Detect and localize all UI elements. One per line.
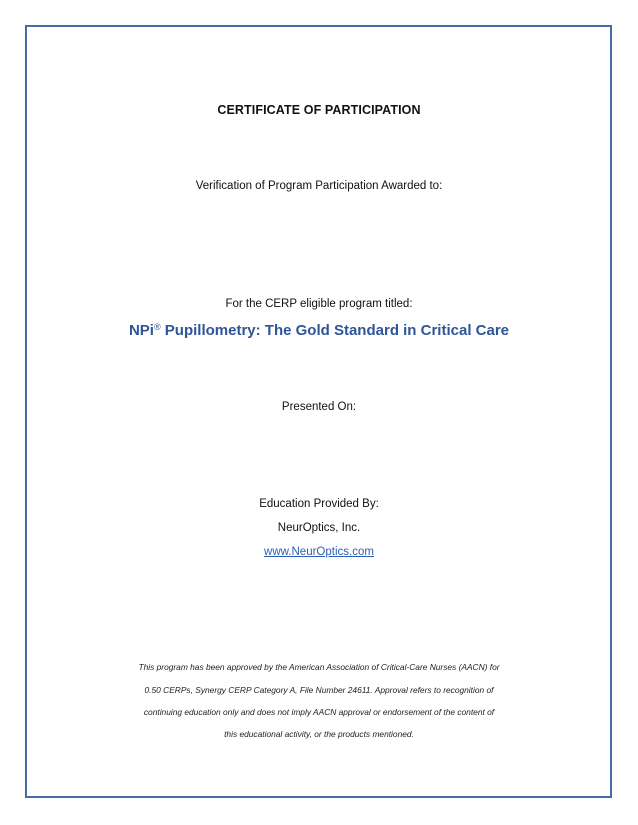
program-title-rest: Pupillometry: The Gold Standard in Critical Care: [160, 322, 510, 339]
provider-label: Education Provided By:: [259, 498, 379, 510]
provider-website-link[interactable]: www.NeurOptics.com: [264, 546, 374, 558]
registered-mark: ®: [153, 322, 161, 332]
disclaimer-line: continuing education only and does not imply AACN approval or endorsement of the content of: [143, 707, 495, 717]
provider-name: NeurOptics, Inc.: [277, 522, 361, 534]
disclaimer-line: This program has been approved by the American Association of Critical-Care Nurses (AACN) for: [138, 662, 500, 672]
program-title-prefix: NPi: [128, 322, 154, 339]
program-title: [0, 322, 638, 339]
presented-on-label: Presented On:: [281, 401, 357, 413]
disclaimer-line: 0.50 CERPs, Synergy CERP Category A, File Number 24611. Approval refers to recognition of: [144, 685, 494, 695]
awarded-to-label: Verification of Program Participation Awarded to:: [195, 180, 443, 192]
disclaimer-line: this educational activity, or the products mentioned.: [224, 729, 414, 739]
certificate-title: CERTIFICATE OF PARTICIPATION: [217, 103, 421, 117]
program-label: For the CERP eligible program titled:: [225, 298, 413, 310]
